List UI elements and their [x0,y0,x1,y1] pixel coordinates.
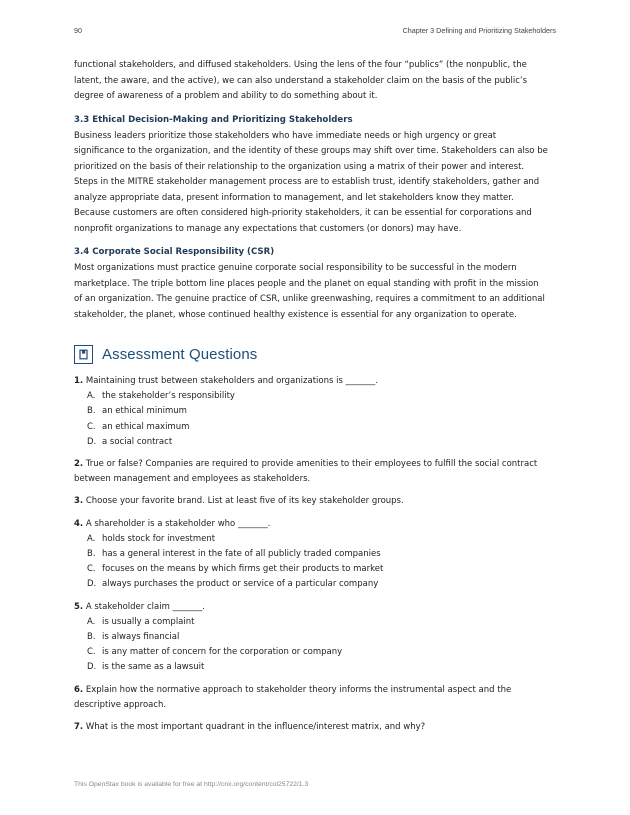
question-line: Explain how the normative approach to stakeholder theory informs the instrumental aspect and the [85,684,512,695]
text-line: analyze appropriate data, present information to management, and let stakeholders know they matter. [74,192,514,203]
option-text: an ethical minimum [102,406,187,417]
option-text: is usually a complaint [102,616,195,627]
option-letter: A. [87,391,96,402]
question-text [74,374,556,389]
answer-option [74,577,556,592]
question-item [74,600,556,676]
option-letter: C. [87,647,96,658]
option-letter: B. [87,549,96,560]
option-letter: A. [87,616,96,627]
option-letter: D. [87,662,97,673]
question-line: between management and employees as stakeholders. [74,474,311,485]
question-line: Maintaining trust between stakeholders and organizations is _______. [85,376,379,386]
question-line: A shareholder is a stakeholder who _______. [85,518,271,529]
answer-option [74,389,556,404]
answer-option [74,435,556,450]
option-letter: A. [87,533,96,544]
question-number: 6. [74,684,84,695]
footer-text: This OpenStax book is available for free at http://cnx.org/content/col25722/1.3 [74,781,309,788]
option-text: is always financial [102,632,180,643]
answer-option [74,532,556,547]
text-line: latent, the aware, and the active), we can also understand a stakeholder claim on the basis of the public’s [74,75,528,86]
option-letter: B. [87,406,96,417]
text-line: of an organization. The genuine practice of CSR, unlike greenwashing, requires a commitment to an additional [74,294,545,304]
text-line: nonprofit organizations to manage any expectations that customers (or donors) may have. [74,223,462,234]
question-line: Choose your favorite brand. List at least five of its key stakeholder groups. [85,496,404,507]
question-item [74,683,556,713]
running-header: Chapter 3 Defining and Prioritizing Stakeholders [402,26,556,35]
section-heading-3-3: 3.3 Ethical Decision-Making and Prioritizing Stakeholders [74,114,353,125]
section-3-4-paragraph [74,261,556,323]
answer-option [74,645,556,660]
option-text: an ethical maximum [102,421,190,432]
question-number: 4. [74,518,84,529]
assessment-questions [74,374,556,735]
question-text [74,494,556,509]
question-text [74,457,556,472]
question-line: A stakeholder claim _______. [85,601,206,612]
question-text [74,720,556,735]
page-number: 90 [74,26,82,35]
answer-option [74,404,556,419]
question-item [74,374,556,450]
answer-option [74,615,556,630]
option-text: the stakeholder’s responsibility [102,391,235,402]
question-text [74,517,556,532]
assessment-title: Assessment Questions [102,346,258,363]
option-letter: D. [87,579,97,590]
text-line: Because customers are often considered high-priority stakeholders, it can be essential for corporations and [74,208,532,218]
option-letter: C. [87,564,96,575]
question-text [74,600,556,615]
text-line: Steps in the MITRE stakeholder management process are to establish trust, identify stakeholders, gather and [74,177,540,187]
option-text: is any matter of concern for the corporation or company [102,647,343,658]
answer-options [74,532,556,593]
option-text: focuses on the means by which firms get their products to market [102,564,384,575]
question-line: What is the most important quadrant in the influence/interest matrix, and why? [85,722,426,733]
question-number: 7. [74,722,84,733]
text-line: degree of awareness of a problem and ability to do something about it. [74,91,378,101]
option-text: always purchases the product or service of a particular company [102,579,379,590]
section-heading-3-4: 3.4 Corporate Social Responsibility (CSR) [74,247,275,257]
question-line: descriptive approach. [74,699,167,710]
question-text [74,698,556,713]
option-text: holds stock for investment [102,533,216,544]
question-number: 5. [74,601,84,612]
text-line: functional stakeholders, and diffused stakeholders. Using the lens of the four “publics” (the nonpublic, the [74,60,527,70]
option-letter: C. [87,421,96,432]
question-number: 2. [74,459,84,470]
text-line: marketplace. The triple bottom line places people and the planet on equal standing with profit in the mission [74,278,539,289]
answer-options [74,615,556,676]
book-icon [74,345,93,364]
question-line: True or false? Companies are required to provide amenities to their employees to fulfill the social contract [85,459,538,470]
option-text: a social contract [102,436,173,447]
question-text [74,683,556,698]
question-item [74,457,556,487]
question-item [74,720,556,735]
text-line: significance to the organization, and the identity of these groups may shift over time. Stakeholders can also be [74,146,548,156]
answer-option [74,630,556,645]
question-number: 3. [74,496,84,507]
assessment-header [74,345,556,364]
option-letter: B. [87,632,96,643]
answer-options [74,389,556,450]
answer-option [74,660,556,675]
answer-option [74,562,556,577]
option-letter: D. [87,436,97,447]
question-item [74,517,556,593]
question-number: 1. [74,376,84,386]
option-text: has a general interest in the fate of all publicly traded companies [102,549,381,560]
question-item [74,494,556,509]
text-line: Business leaders prioritize those stakeholders who have immediate needs or high urgency or great [74,130,497,141]
text-line: prioritized on the basis of their relationship to the organization using a matrix of their power and interest. [74,161,525,172]
answer-option [74,547,556,562]
answer-option [74,420,556,435]
section-3-3-paragraph [74,129,556,238]
text-line: Most organizations must practice genuine corporate social responsibility to be successful in the modern [74,263,517,273]
question-text [74,472,556,487]
intro-paragraph [74,58,556,105]
page-content [74,58,556,735]
option-text: is the same as a lawsuit [102,662,205,673]
text-line: stakeholder, the planet, whose continued healthy existence is essential for any organization to operate. [74,309,517,320]
